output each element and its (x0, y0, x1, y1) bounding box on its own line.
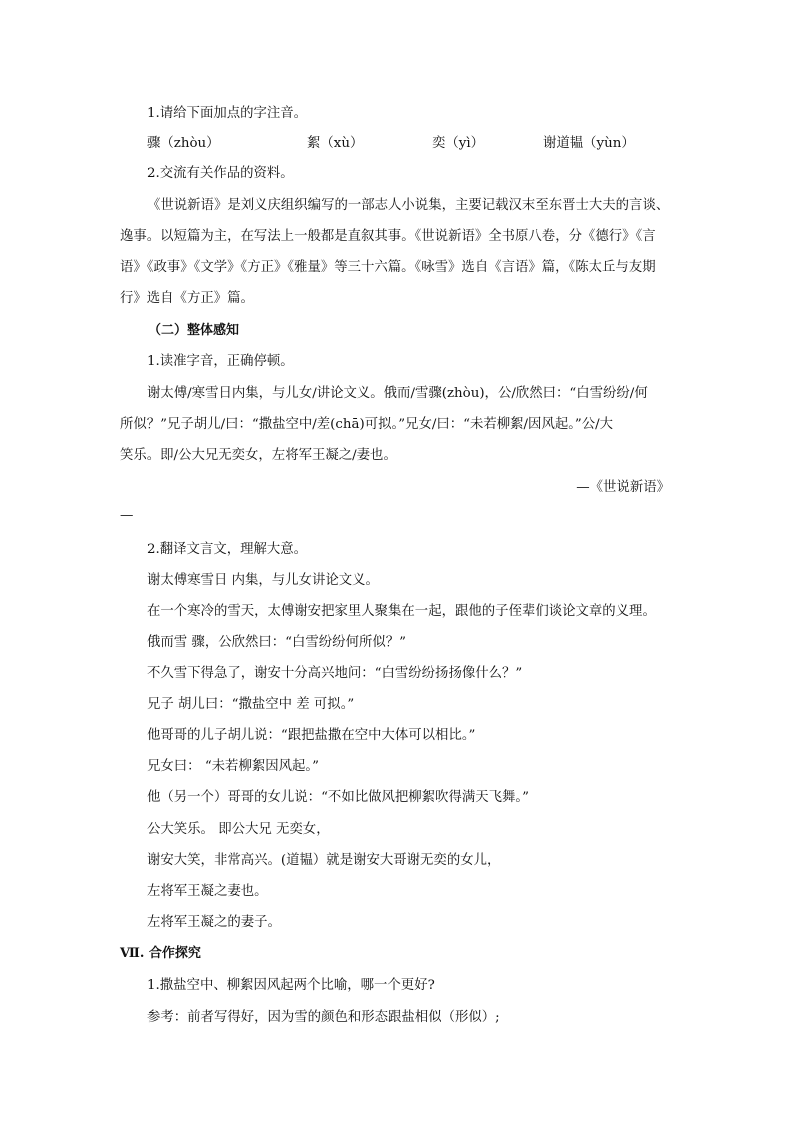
pinyin-item: 骤（zhòu） (147, 136, 220, 151)
translation-line: 公大笑乐。 即公大兄 无奕女， (147, 822, 330, 837)
intro-line: 《世说新语》是刘义庆组织编写的一部志人小说集，主要记载汉末至东晋士大夫的言谈、 (147, 198, 670, 213)
translation-line: 在一个寒冷的雪天，太傅谢安把家里人聚集在一起，跟他的子侄辈们谈论文章的义理。 (147, 604, 656, 619)
pinyin-item: 谢道韫（yùn） (543, 136, 635, 151)
classical-text-line: 谢太傅/寒雪日内集，与儿女/讲论文义。俄而/雪骤(zhòu)，公/欣然曰：“白雪纷纷/何 (147, 386, 648, 401)
translation-line: 左将军王凝之妻也。 (147, 884, 268, 899)
explore-question: 1.撒盐空中、柳絮因风起两个比喻，哪一个更好? (147, 978, 435, 993)
translation-line: 他（另一个）哥哥的女儿说：“不如比做风把柳絮吹得满天飞舞。” (147, 790, 529, 805)
pinyin-item: 奕（yì） (432, 136, 485, 151)
translation-line: 不久雪下得急了，谢安十分高兴地问：“白雪纷纷扬扬像什么？” (147, 666, 523, 681)
section-heading: Ⅶ. 合作探究 (120, 946, 201, 961)
question-2: 2.交流有关作品的资料。 (147, 166, 294, 181)
translation-line: 谢安大笑，非常高兴。(道韫）就是谢安大哥谢无奕的女儿， (147, 853, 501, 868)
read-title: 1.读准字音，正确停顿。 (147, 354, 294, 369)
source-citation: —《世说新语》 (576, 480, 670, 495)
translate-title: 2.翻译文言文，理解大意。 (147, 542, 308, 557)
intro-line: 逸事。以短篇为主，在写法上一般都是直叙其事。《世说新语》全书原八卷，分《德行》《言 (120, 229, 656, 244)
translation-line: 兄子 胡儿曰：“撒盐空中 差 可拟。” (147, 697, 355, 712)
intro-line: 行》选自《方正》篇。 (120, 291, 254, 306)
dash-line: — (120, 508, 134, 523)
pinyin-item: 絮（xù） (307, 136, 364, 151)
translation-line: 他哥哥的儿子胡儿说：“跟把盐撒在空中大体可以相比。” (147, 728, 476, 743)
intro-line: 语》《政事》《文学》《方正》《雅量》等三十六篇。《咏雪》选自《言语》篇，《陈太丘与友期 (120, 260, 656, 275)
translation-line: 谢太傅寒雪日 内集，与儿女讲论文义。 (147, 573, 379, 588)
translation-line: 兄女曰： “未若柳絮因风起。” (147, 759, 319, 774)
classical-text-line: 所似？”兄子胡儿/曰：“撒盐空中/差(chā)可拟。”兄女/曰：“未若柳絮/因风起。”公/大 (120, 417, 614, 432)
section-heading: （二）整体感知 (148, 323, 240, 338)
translation-line: 左将军王凝之的妻子。 (147, 915, 281, 930)
classical-text-line: 笑乐。即/公大兄无奕女，左将军王凝之/妻也。 (120, 448, 397, 463)
explore-answer: 参考：前者写得好，因为雪的颜色和形态跟盐相似（形似）; (147, 1010, 500, 1025)
question-1: 1.请给下面加点的字注音。 (147, 106, 308, 121)
translation-line: 俄而雪 骤，公欣然曰：“白雪纷纷何所似？” (147, 635, 406, 650)
